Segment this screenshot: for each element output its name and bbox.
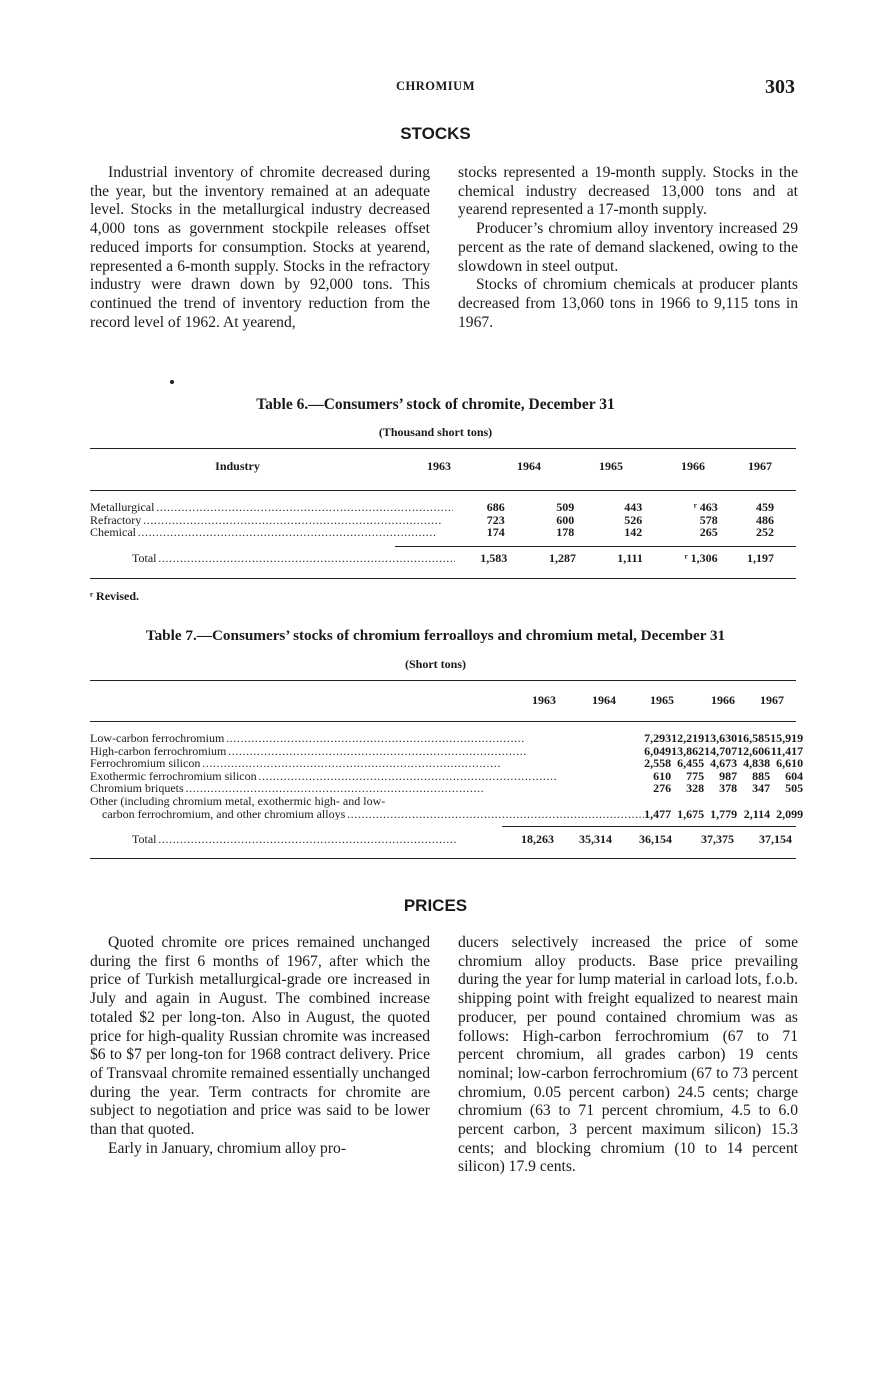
column-header: 1967 <box>748 459 772 473</box>
total-label: Total . . . <box>132 833 500 846</box>
table-cell: 1,675 <box>677 806 705 821</box>
table-row <box>90 514 796 527</box>
table6-top-rule <box>90 448 796 449</box>
row-label: High-carbon ferrochromium . . . <box>90 745 644 758</box>
prices-body <box>90 934 798 1177</box>
column-header: 1966 <box>711 693 735 707</box>
table-cell: 509 <box>556 500 575 514</box>
prices-left-column <box>90 934 430 1177</box>
table-header-row <box>90 694 796 707</box>
stocks-left-column <box>90 164 430 332</box>
total-row <box>90 552 796 565</box>
table-cell: 13,630 <box>704 731 738 745</box>
table6-total <box>90 552 796 565</box>
table6-header <box>90 460 796 473</box>
table-cell: 12,219 <box>671 731 705 745</box>
table6-body <box>90 501 796 539</box>
table-cell: 1,287 <box>548 551 576 565</box>
table-cell: 2,558 <box>644 756 672 771</box>
table-row <box>90 757 807 770</box>
table-cell: 11,417 <box>770 743 804 758</box>
page-number: 303 <box>765 76 795 98</box>
row-label: Refractory . . . <box>90 514 453 527</box>
row-label: Exothermic ferrochromium silicon . . . <box>90 770 644 783</box>
table-cell: 36,154 <box>639 832 672 846</box>
table-cell: 723 <box>486 512 505 527</box>
column-header: 1964 <box>517 459 541 473</box>
table-cell: ʳ 1,306 <box>684 551 718 565</box>
stocks-right-column <box>458 164 798 332</box>
column-header: 1966 <box>681 459 705 473</box>
table-cell: 443 <box>624 500 643 514</box>
table-row <box>90 808 807 821</box>
table-row <box>90 782 807 795</box>
table7-bottom-rule <box>90 858 796 859</box>
table-cell: 505 <box>785 781 804 796</box>
table-cell: 1,197 <box>747 551 774 565</box>
table7-total <box>90 833 796 846</box>
row-label: carbon ferrochromium, and other chromium alloys . . . <box>102 808 644 821</box>
table7-header-rule <box>90 721 796 722</box>
table-cell: 987 <box>719 768 738 783</box>
table6-footnote: ʳ Revised. <box>90 589 140 603</box>
table-row <box>90 501 796 514</box>
table-cell: ʳ 463 <box>693 500 718 514</box>
table-row <box>90 732 807 745</box>
table-row <box>90 795 807 808</box>
row-label: Chemical . . . <box>90 526 453 539</box>
prices-paragraph: ducers selectively increased the price of some chromium alloy products. Base price prevailing during the year for lump material in carload lots, f.o.b. shipping point with freight equalized to nearest main producer, per pound contained chromium was as follows: High-carbon ferrochromium (67 to 71 percent chromium, all grades carbon) 19 cents nominal; low-carbon ferrochromium (67 to 73 percent chromium, 0.05 percent carbon) 24.5 cents; charge chromium (63 to 71 percent chromium, 4.5 to 6.0 percent carbon, 3 percent maximum silicon) 15.3 cents; and blocking chromium (10 to 14 percent silicon) 17.9 cents. <box>458 934 798 1176</box>
table-row <box>90 526 796 539</box>
stocks-paragraph: stocks represented a 19-month supply. Stocks in the chemical industry decreased 13,000 tons and at yearend represented a 17-month supply. <box>458 164 798 219</box>
stocks-paragraph: Stocks of chromium chemicals at producer plants decreased from 13,060 tons in 1966 to 9,115 tons in 1967. <box>458 276 798 331</box>
table-cell: 347 <box>752 781 771 796</box>
bullet-mark <box>170 380 174 384</box>
table-cell: 2,099 <box>776 806 804 821</box>
table-cell: 4,673 <box>710 756 738 771</box>
column-header: 1967 <box>760 693 784 707</box>
table6-header-rule <box>90 490 796 491</box>
table-cell: 16,585 <box>737 731 771 745</box>
running-title: CHROMIUM <box>396 79 475 93</box>
table7-sum-rule <box>502 826 796 827</box>
table-cell: 378 <box>719 781 738 796</box>
table7-header <box>90 694 796 707</box>
running-head <box>0 76 871 100</box>
table7-body <box>90 732 807 820</box>
table-cell: 142 <box>624 525 643 540</box>
column-header: 1965 <box>650 693 674 707</box>
table6-unit: (Thousand short tons) <box>378 425 493 439</box>
stocks-heading: STOCKS <box>400 124 471 143</box>
table7-title: Table 7.—Consumers’ stocks of chromium ferroalloys and chromium metal, December 31 <box>145 627 726 644</box>
column-header: 1963 <box>427 459 451 473</box>
table-cell: 14,707 <box>704 743 738 758</box>
stocks-paragraph: Industrial inventory of chromite decreased during the year, but the inventory remained at an adequate level. Stocks in the metallurgical industry decreased 4,000 tons as government stockpile releases offset reduced imports for consumption. Stocks at yearend, represented a 6-month supply. Stocks in the refractory industry were drawn down by 92,000 tons. This continued the trend of inventory reduction from the record level of 1962. At yearend, <box>90 164 430 331</box>
stocks-body <box>90 164 798 332</box>
table-cell: 174 <box>486 525 505 540</box>
column-header <box>90 694 500 707</box>
table-cell: 265 <box>699 525 718 540</box>
column-header: 1965 <box>599 459 623 473</box>
column-header: Industry <box>215 459 260 473</box>
table-cell: 1,779 <box>710 806 738 821</box>
stocks-paragraph: Producer’s chromium alloy inventory increased 29 percent as the rate of demand slackened, owing to the slowdown in steel output. <box>458 220 798 275</box>
column-header: 1963 <box>532 693 556 707</box>
prices-paragraph: Quoted chromite ore prices remained unchanged during the first 6 months of 1967, after which the price of Turkish metallurgical-grade ore increased in July and again in August. The combined increase totaled $2 per long-ton. Also in August, the quoted price for high-quality Russian chromite was increased $6 to $7 per long-ton for 1968 contract delivery. Price of Transvaal chromite remained essentially unchanged during the year. Term contracts for chromite are subject to negotiation and price was said to be lower than that quoted. <box>90 934 430 1139</box>
row-label: Low-carbon ferrochromium . . . <box>90 732 644 745</box>
table6-title: Table 6.—Consumers’ stock of chromite, December 31 <box>256 396 615 413</box>
table-cell: 37,154 <box>759 832 792 846</box>
table7-top-rule <box>90 680 796 681</box>
table-cell: 526 <box>624 512 643 527</box>
table-cell: 35,314 <box>579 832 612 846</box>
table-cell: 12,606 <box>737 743 771 758</box>
row-label: Other (including chromium metal, exothermic high- and low- <box>90 794 386 808</box>
table-cell: 486 <box>756 512 774 527</box>
table6-bottom-rule <box>90 578 796 579</box>
table-cell: 6,049 <box>644 743 672 758</box>
table-cell: 13,862 <box>671 743 705 758</box>
table-cell: 459 <box>756 500 774 514</box>
table-cell: 885 <box>752 768 771 783</box>
row-label: Ferrochromium silicon . . . <box>90 757 644 770</box>
prices-heading: PRICES <box>403 896 468 915</box>
table-cell: 1,111 <box>617 551 643 565</box>
table-cell: 276 <box>653 781 672 796</box>
table-cell: 6,610 <box>776 756 804 771</box>
column-header: 1964 <box>592 693 616 707</box>
prices-right-column <box>458 934 798 1177</box>
table-cell: 18,263 <box>521 832 554 846</box>
table-cell: 7,293 <box>644 731 672 745</box>
table7-unit: (Short tons) <box>404 657 466 671</box>
table-cell: 6,455 <box>677 756 705 771</box>
table-header-row <box>90 460 796 473</box>
total-row <box>90 833 796 846</box>
table-cell: 1,477 <box>644 806 672 821</box>
table-cell: 37,375 <box>701 832 734 846</box>
table6-sum-rule <box>395 546 796 547</box>
table-cell: 328 <box>686 781 705 796</box>
table-cell: 600 <box>556 512 575 527</box>
table-cell: 610 <box>653 768 672 783</box>
row-label: Metallurgical . . . <box>90 501 453 514</box>
table-cell: 4,838 <box>743 756 771 771</box>
table-cell: 604 <box>785 768 804 783</box>
total-label: Total . . . <box>132 552 455 565</box>
row-label: Chromium briquets . . . <box>90 782 644 795</box>
table-cell: 775 <box>686 768 705 783</box>
table-cell: 1,583 <box>480 551 508 565</box>
table-cell: 578 <box>699 512 718 527</box>
prices-paragraph: Early in January, chromium alloy pro- <box>108 1139 347 1157</box>
table-cell: 2,114 <box>743 806 771 821</box>
table-cell: 252 <box>756 525 774 540</box>
table-cell: 178 <box>556 525 575 540</box>
table-cell: 686 <box>486 500 505 514</box>
table-cell: 15,919 <box>770 731 804 745</box>
